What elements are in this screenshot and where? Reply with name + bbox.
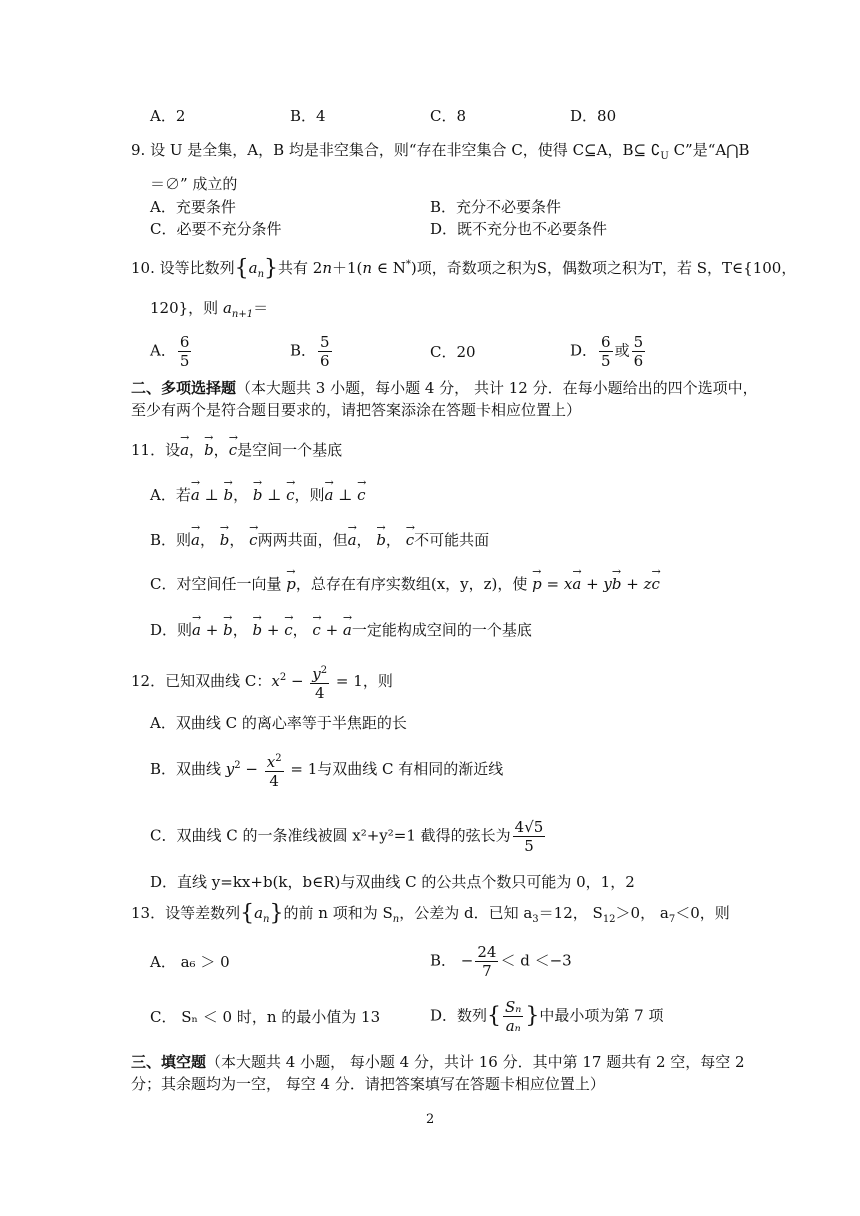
q13-option-a: A． a₆ ＞ 0 xyxy=(150,953,230,971)
q10-stem-line1: 10. 设等比数列$\{a_n\}$共有 2n＋1(n ∈ N*)项，奇数项之积为S，偶数项之积为T，若 S，T∈{100， xyxy=(131,256,797,281)
q8-option-c: C．8 xyxy=(430,107,467,125)
q10-stem-line2: 120}，则 $a_{n+1}=$ xyxy=(150,299,269,320)
q8-option-b: B．4 xyxy=(290,107,326,125)
section-2-instructions: 至少有两个是符合题目要求的，请把答案添涂在答题卡相应位置上） xyxy=(131,401,582,419)
q10-option-b: B． $\frac{5}{6}$ xyxy=(290,333,330,370)
q11-option-c: C．对空间任一向量 → p，总存在有序实数组(x，y，z)，使 → p = x→ a + y→ b + z→ c xyxy=(150,570,660,594)
q12-stem: 12．已知双曲线 C：$x^2$ − $\frac{y^2}{4}$ = 1，则 xyxy=(131,662,393,702)
q9-stem-line1: 9. 设 U 是全集，A，B 均是非空集合，则“存在非空集合 C，使得 C⊆A，B⊆ $∁_U$ C”是“A⋂B xyxy=(131,141,750,162)
section-2-heading: 二、多项选择题（本大题共 3 小题，每小题 4 分， 共计 12 分．在每小题给出的四个选项中， xyxy=(131,379,758,397)
q10-option-a: A． $\frac{6}{5}$ xyxy=(150,333,190,370)
q11-option-b: B．则→ a， → b， → c两两共面，但→ a， → b， → c不可能共面 xyxy=(150,526,489,550)
section-3-heading: 三、填空题（本大题共 4 小题， 每小题 4 分，共计 16 分．其中第 17 题共有 2 空，每空 2 xyxy=(131,1053,745,1071)
q12-option-d: D．直线 y=kx+b(k，b∈R)与双曲线 C 的公共点个数只可能为 0，1，2 xyxy=(150,873,635,891)
q9-option-a: A．充要条件 xyxy=(150,198,236,216)
q9-option-b: B．充分不必要条件 xyxy=(430,198,562,216)
q12-option-b: B．双曲线 $y^2$ − $\frac{x^2}{4}$ = 1与双曲线 C 有相同的渐近线 xyxy=(150,750,503,790)
page-number: 2 xyxy=(426,1112,435,1127)
q10-option-c: C．20 xyxy=(430,343,476,361)
q9-option-c: C．必要不充分条件 xyxy=(150,220,282,238)
q13-stem: 13．设等差数列$\{a_n\}$的前 n 项和为 $S_n$，公差为 d．已知 $a_3=12$， $S_{12}>0$， $a_7<0$，则 xyxy=(131,901,730,926)
q11-option-d: D．则→ a + → b， → b + → c， → c + → a一定能构成空间的一个基底 xyxy=(150,616,532,640)
q11-stem: 11．设→ a，→ b，→ c是空间一个基底 xyxy=(131,436,342,460)
section-3-instructions: 分；其余题均为一空， 每空 4 分．请把答案填写在答题卡相应位置上） xyxy=(131,1075,605,1093)
q11-option-a: A．若→ a ⊥ → b， → b ⊥ → c，则→ a ⊥ → c xyxy=(150,481,366,505)
q12-option-a: A．双曲线 C 的离心率等于半焦距的长 xyxy=(150,714,407,732)
q8-option-a: A．2 xyxy=(150,107,186,125)
q10-option-d: D． $\frac{6}{5}$ 或 $\frac{5}{6}$ xyxy=(570,333,644,370)
q13-option-c: C． Sₙ ＜ 0 时，n 的最小值为 13 xyxy=(150,1008,381,1026)
q13-option-b: B． − $\frac{24}{7}$ ＜ d ＜−3 xyxy=(430,943,572,980)
q12-option-c: C．双曲线 C 的一条准线被圆 x²+y²=1 截得的弦长为 $\frac{4√5}{5}$ xyxy=(150,818,544,855)
q13-option-d: D．数列{ $\frac{\text{Sₙ}}{\text{aₙ}}$ }中最小项为第 7 项 xyxy=(430,998,664,1035)
q8-option-d: D．80 xyxy=(570,107,617,125)
q9-stem-line2: ＝∅” 成立的 xyxy=(150,175,238,193)
q9-option-d: D．既不充分也不必要条件 xyxy=(430,220,608,238)
